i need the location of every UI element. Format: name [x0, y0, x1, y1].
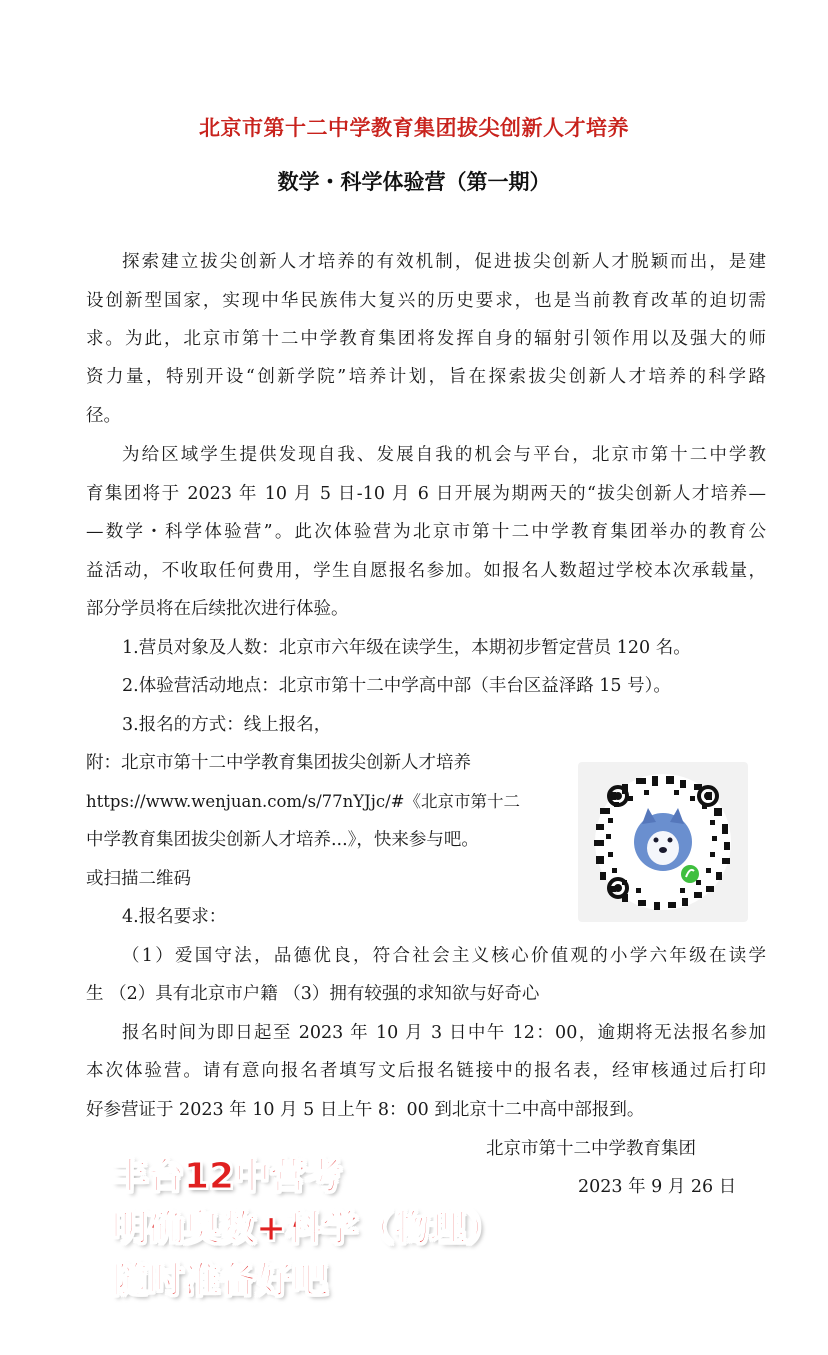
requirement-line: 生 （2）具有北京市户籍 （3）拥有较强的求知欲与好奇心 — [86, 984, 540, 1004]
signature-date: 2023 年 9 月 26 日 — [578, 1177, 737, 1197]
document-title: 北京市第十二中学教育集团拔尖创新人才培养 — [199, 116, 629, 140]
attachment-line: 附：北京市第十二中学教育集团拔尖创新人才培养 — [86, 753, 471, 773]
paragraph-2-line: 部分学员将在后续批次进行体验。 — [86, 599, 349, 619]
paragraph-2-line: —数学・科学体验营”。此次体验营为北京市第十二中学教育集团举办的教育公 — [86, 522, 766, 542]
registration-time-line: 本次体验营。请有意向报名者填写文后报名链接中的报名表，经审核通过后打印 — [86, 1061, 766, 1081]
qr-code-graphic — [578, 762, 748, 922]
overlay-caption-line-3: 随时准备好吧 — [112, 1260, 329, 1301]
paragraph-2-line: 育集团将于 2023 年 10 月 5 日-10 月 6 日开展为期两天的“拔尖创新人才培养— — [86, 484, 766, 504]
paragraph-1-line: 设创新型国家，实现中华民族伟大复兴的历史要求，也是当前教育改革的迫切需 — [86, 291, 766, 311]
paragraph-1-line: 求。为此，北京市第十二中学教育集团将发挥自身的辐射引领作用以及强大的师 — [86, 329, 766, 349]
overlay-caption-line-1: 丰台12中营考 — [112, 1156, 343, 1197]
paragraph-2-line: 为给区域学生提供发现自我、发展自我的机会与平台，北京市第十二中学教 — [122, 445, 766, 465]
item-1: 1.营员对象及人数：北京市六年级在读学生，本期初步暂定营员 120 名。 — [122, 638, 691, 658]
qr-code-icon[interactable] — [578, 762, 748, 922]
attachment-line: 中学教育集团拔尖创新人才培养...》，快来参与吧。 — [86, 830, 479, 850]
overlay-caption-line-2: 明确奥数+科学（物理） — [112, 1208, 503, 1249]
item-4: 4.报名要求： — [122, 907, 227, 927]
paragraph-1-line: 资力量，特别开设“创新学院”培养计划，旨在探索拔尖创新人才培养的科学路 — [86, 367, 766, 387]
paragraph-1-line: 探索建立拔尖创新人才培养的有效机制，促进拔尖创新人才脱颖而出，是建 — [122, 252, 766, 272]
paragraph-2-line: 益活动，不收取任何费用，学生自愿报名参加。如报名人数超过学校本次承载量， — [86, 561, 766, 581]
item-2: 2.体验营活动地点：北京市第十二中学高中部（丰台区益泽路 15 号）。 — [122, 676, 671, 696]
attachment-line: 或扫描二维码 — [86, 869, 191, 889]
requirement-line: （1）爱国守法，品德优良，符合社会主义核心价值观的小学六年级在读学 — [122, 946, 766, 966]
registration-time-line: 报名时间为即日起至 2023 年 10 月 3 日中午 12：00，逾期将无法报名参加 — [122, 1023, 766, 1043]
signature-organization: 北京市第十二中学教育集团 — [486, 1139, 696, 1159]
wechat-mini-program-icon — [681, 865, 699, 883]
registration-time-line: 好参营证于 2023 年 10 月 5 日上午 8：00 到北京十二中高中部报到。 — [86, 1100, 645, 1120]
document-subtitle: 数学・科学体验营（第一期） — [277, 170, 551, 194]
signup-link[interactable]: https://www.wenjuan.com/s/77nYJjc/#《北京市第十二 — [86, 792, 520, 811]
item-3: 3.报名的方式：线上报名， — [122, 715, 332, 735]
paragraph-1-line: 径。 — [86, 406, 121, 426]
